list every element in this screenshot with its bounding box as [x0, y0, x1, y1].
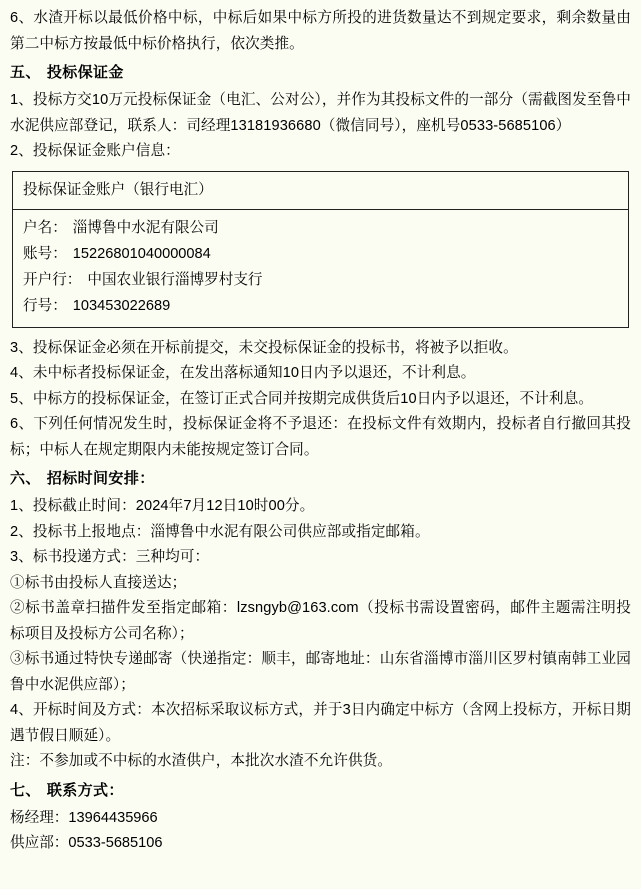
- section-heading-deposit-text: 投标保证金: [46, 64, 124, 81]
- schedule-item-3: 3、标书投递方式：三种均可：: [10, 549, 210, 565]
- account-row-bank-label: 开户行：: [23, 271, 82, 288]
- account-row-bankcode: [23, 293, 618, 319]
- account-row-name-label: 户名：: [23, 219, 67, 236]
- deposit-account-box: [12, 171, 629, 328]
- schedule-item-3a: ①标书由投标人直接送达；: [10, 574, 187, 591]
- account-row-name: [23, 215, 618, 241]
- account-row-bank-value: 中国农业银行淄博罗村支行: [87, 271, 263, 288]
- section-heading-schedule-text: 招标时间安排：: [46, 470, 155, 487]
- deposit-account-box-title: 投标保证金账户（银行电汇）: [13, 172, 628, 210]
- schedule-note: 注：不参加或不中标的水渣供户，本批次水渣不允许供货。: [10, 753, 393, 769]
- schedule-item-1: 1、投标截止时间：2024年7月12日10时00分。: [10, 498, 315, 514]
- schedule-item-3b: ②标书盖章扫描件发至指定邮箱：lzsngyb@163.com（投标书需设置密码，邮件主题需注明投标项目及投标方公司名称）；: [10, 600, 631, 642]
- contact-row-department: 供应部：0533-5685106: [10, 835, 163, 851]
- section-heading-schedule-number: 六、: [10, 470, 41, 487]
- section-heading-deposit-number: 五、: [10, 64, 41, 81]
- deposit-item-2: 2、投标保证金账户信息：: [10, 143, 180, 159]
- schedule-item-2: 2、投标书上报地点：淄博鲁中水泥有限公司供应部或指定邮箱。: [10, 523, 430, 540]
- contact-row-manager: 杨经理：13964435966: [10, 809, 158, 826]
- account-row-bankcode-value: 103453022689: [72, 297, 171, 314]
- section-heading-schedule: [10, 464, 631, 494]
- deposit-item-6: 6、下列任何情况发生时，投标保证金将不予退还：在投标文件有效期内，投标者自行撤回其投标；中标人在规定期限内未能按规定签订合同。: [10, 416, 631, 458]
- deposit-account-box-body: [13, 210, 628, 327]
- deposit-item-3: 3、投标保证金必须在开标前提交，未交投标保证金的投标书，将被予以拒收。: [10, 339, 518, 356]
- account-row-name-value: 淄博鲁中水泥有限公司: [72, 219, 219, 236]
- schedule-item-4: 4、开标时间及方式：本次招标采取议标方式，并于3日内确定中标方（含网上投标方，开标日期遇节假日顺延）。: [10, 702, 631, 744]
- schedule-item-3c: ③标书通过特快专递邮寄（快递指定：顺丰，邮寄地址：山东省淄博市淄川区罗村镇南韩工业园鲁中水泥供应部）；: [10, 651, 631, 693]
- account-row-number-value: 15226801040000084: [72, 245, 211, 262]
- section-heading-deposit: [10, 58, 631, 88]
- account-row-bankcode-label: 行号：: [23, 297, 67, 314]
- deposit-item-1: 1、投标方交10万元投标保证金（电汇、公对公），并作为其投标文件的一部分（需截图发至鲁中水泥供应部登记，联系人：司经理13181936680（微信同号），座机号0533-5685106）: [10, 92, 631, 134]
- account-row-bank: [23, 267, 618, 293]
- account-row-number-label: 账号：: [23, 245, 67, 262]
- account-row-number: [23, 241, 618, 267]
- deposit-item-4: 4、未中标者投标保证金，在发出落标通知10日内予以退还，不计利息。: [10, 365, 476, 381]
- deposit-item-5: 5、中标方的投标保证金，在签订正式合同并按期完成供货后10日内予以退还，不计利息。: [10, 390, 594, 407]
- section-heading-contact: [10, 776, 631, 806]
- paragraph-bid-price-rule: 6、水渣开标以最低价格中标，中标后如果中标方所投的进货数量达不到规定要求，剩余数量由第二中标方按最低中标价格执行，依次类推。: [10, 10, 631, 52]
- section-heading-contact-text: 联系方式：: [46, 781, 124, 799]
- section-heading-contact-number: 七、: [10, 781, 41, 799]
